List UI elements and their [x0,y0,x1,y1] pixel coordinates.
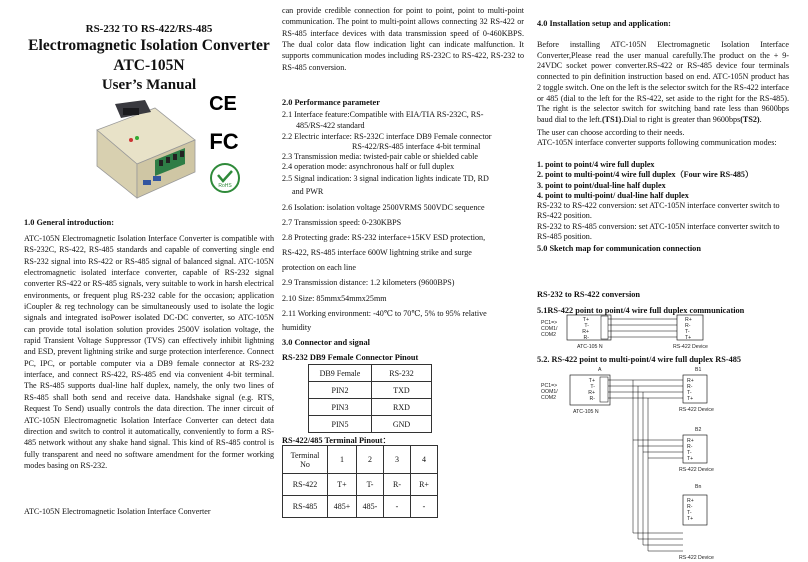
switch-rs485: RS-232 to RS-485 conversion: set ATC-105N interface converter switch to RS-485 position. [537,222,780,242]
pin-label: T+ [687,516,694,522]
pin-label: R- [687,504,693,510]
db9-pinout-table [308,364,432,433]
pin-label: R- [589,396,595,402]
performance-heading: 2.0 Performance parameter [282,98,380,107]
term-cell: R- [384,474,411,496]
intro-heading: 1.0 General introduction: [24,218,114,227]
product-image [85,100,203,206]
perf-item-1: 2.1 Interface feature:Compatible with EIA/TIA RS-232C, RS- [282,110,484,119]
diagram-point-to-point [537,318,737,350]
sketch-52-title: 5.2. RS-422 point to multi-point/4 wire full duplex RS-485 [537,355,742,364]
mode-2: 2. point to multi-point/4 wire full duplex（Four wire RS-485） [537,170,754,179]
modes-intro: ATC-105N interface converter supports following communication modes: [537,138,777,147]
perf-item-7: 2.7 Transmission speed: 0-230KBPS [282,218,402,227]
install-heading: 4.0 Installation setup and application: [537,19,671,28]
pin-label: T- [687,450,692,456]
terminal-block [600,377,608,402]
perf-item-2: 2.2 Electric interface: RS-232C interface DB9 Female connector [282,132,492,141]
svg-text:RoHS: RoHS [218,183,232,189]
diagram-multipoint [537,365,747,560]
device-label: RS-422 Device [679,467,714,473]
db9-cell: DB9 Female [309,365,372,382]
term-header-cell: 1 [328,446,357,474]
node-bn-label: Bn [695,484,702,490]
term-cell: RS-422 [283,474,328,496]
perf-item-10: 2.10 Size: 85mmx54mmx25mm [282,294,387,303]
term-cell: R+ [411,474,438,496]
sketch-heading: 5.0 Sketch map for communication connection [537,244,701,253]
svg-text:FC: FC [209,129,239,154]
pin-label: R- [685,323,691,329]
install-choose: The user can choose according to their needs. [537,128,685,137]
pin-label: R- [687,444,693,450]
header-manual: User’s Manual [101,77,197,93]
term-header-cell: 2 [357,446,384,474]
pin-label: T+ [687,396,694,402]
db9-cell: RS-232 [372,365,432,382]
term-cell: - [384,496,411,518]
perf-item-8c: protection on each line [282,263,356,272]
term-cell: RS-485 [283,496,328,518]
converter-label: ATC-105 N [577,344,603,350]
terminal-table-title: RS-422/485 Terminal Pinout： [282,436,391,445]
install-paragraph: Before installing ATC-105N Electromagnetic Isolation Interface Converter,Please read the user manual carefully.The product on the + 9-24VDC socket power converter.RS-422 or RS-485 device four terminals connected to pin definition instruction based on end. ATC-105N product has 2 toggle switch. One on the left is the selector switch for the RS-422 interface or 485 (dial to the left for the RS-422, set aside to the right for the RS-485). The right is the selector switch for switching band rate less than 9600bps baud dial to the left.(TS1).Dial to right is greater than 9600bps(TS2). [537,40,789,124]
pc-label: PC1=> [541,383,558,389]
svg-text:CE: CE [209,93,237,115]
perf-item-11: 2.11 Working environment: -40℃ to 70℃, 5% to 95% relative [282,309,487,318]
node-b1-label: B1 [695,367,702,373]
perf-item-1b: 485/RS-422 standard [296,121,365,130]
term-header-cell: 3 [384,446,411,474]
pin-label: T+ [687,456,694,462]
pin-label: R- [583,335,589,341]
pin-label: R+ [687,438,694,444]
connector-heading: 3.0 Connector and signal [282,338,370,347]
pc-label: OOM1/ [541,389,558,395]
term-cell: 485+ [328,496,357,518]
sketch-subheading: RS-232 to RS-422 conversion [537,290,641,299]
db9-cell: PIN3 [309,399,372,416]
term-header-cell: Terminal No [283,446,328,474]
pin-label: T- [685,329,690,335]
pc-label: COM2 [541,332,556,338]
perf-item-2b: RS-422/RS-485 interface 4-bit terminal [352,142,481,151]
term-cell: T- [357,474,384,496]
header-line2: Electromagnetic Isolation Converter [28,37,270,54]
perf-item-5: 2.5 Signal indication: 3 signal indication lights indicate TD, RD [282,174,489,183]
perf-item-8b: RS-422, RS-485 interface 600W lightning strike and surge [282,248,472,257]
mode-4: 4. point to multi-point/ dual-line half duplex [537,191,689,200]
pc-label: PC1=> [541,320,558,326]
mode-3: 3. point to point/dual-line half duplex [537,181,666,190]
terminal-block [601,316,608,339]
pin-label: T+ [685,335,692,341]
fc-logo [208,127,240,153]
rohs-logo [209,162,241,194]
mode-1: 1. point to point/4 wire full duplex [537,160,655,169]
db9-cell: PIN2 [309,382,372,399]
pin-label: T+ [582,317,589,323]
header-line1: RS-232 TO RS-422/RS-485 [85,23,213,35]
sketch-51-title: 5.1RS-422 point to point/4 wire full duplex communication [537,306,745,315]
db9-cell: RXD [372,399,432,416]
device-label: RS-422 Device [673,344,708,350]
term-header-cell: 4 [411,446,438,474]
db9-cell: TXD [372,382,432,399]
device-label: RS-422 Device [679,407,714,413]
db9-cell: GND [372,416,432,433]
node-b2-label: B2 [695,427,702,433]
perf-item-5b: and PWR [292,187,324,196]
terminal-pinout-table [282,445,438,518]
pin-label: R+ [685,317,692,323]
header-model: ATC-105N [113,57,185,74]
perf-item-8: 2.8 Protecting grade: RS-232 interface+15KV ESD protection, [282,233,486,242]
pc-label: COM2 [541,395,556,401]
switch-rs422: RS-232 to RS-422 conversion: set ATC-105N interface converter switch to RS-422 position. [537,201,780,221]
node-a-label: A [598,367,602,373]
pin-label: R+ [582,329,589,335]
perf-item-9: 2.9 Transmission distance: 1.2 kilometers (9600BPS) [282,278,455,287]
term-cell: T+ [328,474,357,496]
pin-label: R- [687,384,693,390]
pin-label: T+ [588,378,595,384]
pin-label: T- [584,323,589,329]
ce-logo [206,93,240,113]
db9-table-title: RS-232 DB9 Female Connector Pinout [282,353,419,362]
pc-label: COM1/ [541,326,558,332]
intro-paragraph-2: can provide credible connection for point to point, point to multi-point communication. The point to multi-point allows connecting 32 RS-422 or RS-485 interface devices with data transmission speed of 0-460KBPS. The dual color data flow indication light can indicate malfunction. It supports communication modes including RS-232C to RS-422, RS-232 to RS-485 conversion. [282,6,524,72]
intro-paragraph-continued: ATC-105N Electromagnetic Isolation Interface Converter [24,507,211,516]
perf-item-4: 2.4 operation mode: asynchronous half or full duplex [282,162,455,171]
converter-label: ATC-105 N [573,409,599,415]
perf-item-11b: humidity [282,323,312,332]
pin-label: R+ [687,378,694,384]
perf-item-3: 2.3 Transmission media: twisted-pair cable or shielded cable [282,152,479,161]
db9-cell: PIN5 [309,416,372,433]
device-label: RS-422 Device [679,555,714,561]
pin-label: R+ [687,498,694,504]
pin-label: T- [687,390,692,396]
pin-label: T- [687,510,692,516]
pin-label: R+ [588,390,595,396]
term-cell: 485- [357,496,384,518]
perf-item-6: 2.6 Isolation: isolation voltage 2500VRMS 500VDC sequence [282,203,485,212]
pin-label: T- [590,384,595,390]
term-cell: - [411,496,438,518]
intro-paragraph: ATC-105N Electromagnetic Isolation Interface Converter is compatible with RS-232C, RS-422, RS-485 standards and capable of converting single end RS-232 signal into RS-422 or RS-485 signal of balanced signal. ATC-105N electromagnetic isolated interface converter, capable of RS-232 signal converter RS-422 or RS-485 signals, very suitable to work in harsh electrical environments, or frequent plug RS-232 cable for the occasion; application iCoupler & reg technology can be simultaneously used to isolate the logic signals and integrated isoPower isolated DC-DC converter, so ATC-105N can provide total isolation solution provides 2500V isolation voltage, the rapid Transient Voltage Suppressor (TVS) can effectively inhibit lightning and ESD, prevent lightning strike and surge protection interference. Connect PC, IPC, or portable computer via a DB9 female connector at RS-232 interface, and connect RS-422, RS-485 end via convenient 4-bit terminal. The RS-485 supports dual-line half duplex, namely, the only two lines of RS-485 shall both send and receive data. Handshake signal (e.g. RTS, Request To Send) usually controls the data direction. The inner circuit of ATC-105N Electromagnetic Isolation Interface Converter can detect data direction and switch to control it automatically, conveniently to form a RS-485 network without any shake hand signal. This kind of RS-485 control is fully transparent and need no software amendment for the former working modes basing on RS-232. [24,234,274,470]
